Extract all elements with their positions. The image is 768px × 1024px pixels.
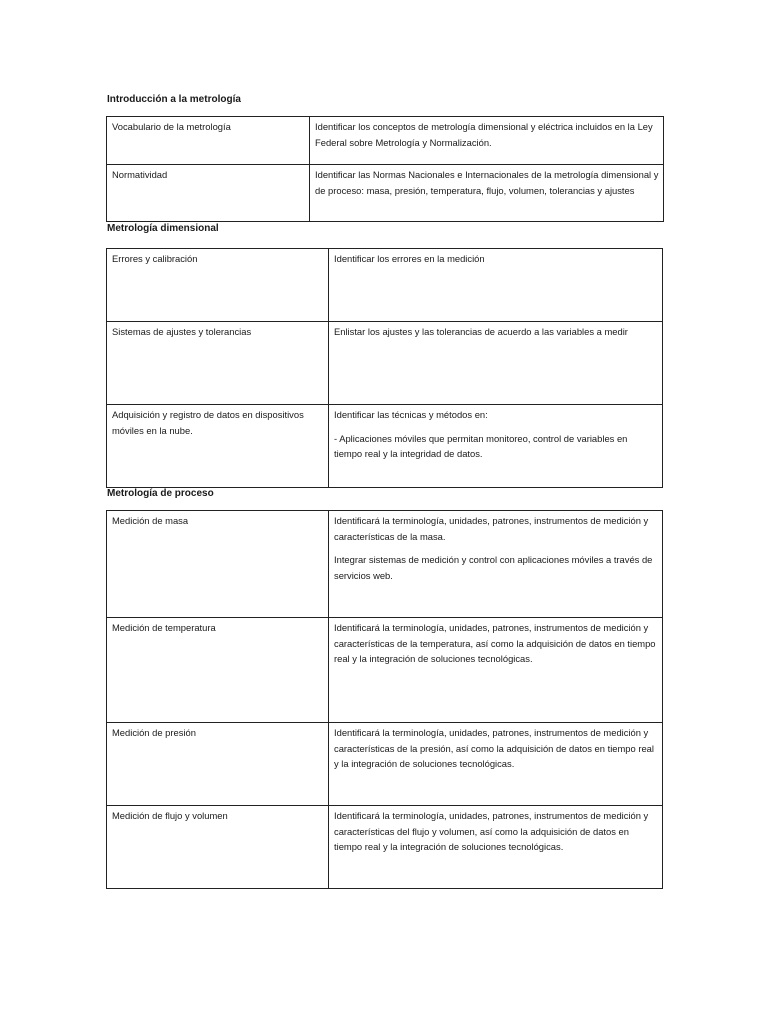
description-paragraph: Integrar sistemas de medición y control con aplicaciones móviles a través de servicios web. xyxy=(334,554,653,581)
topic-cell: Sistemas de ajustes y tolerancias xyxy=(107,322,329,405)
description-cell xyxy=(329,618,663,723)
table-row xyxy=(107,405,663,488)
section-title-introduccion: Introducción a la metrología xyxy=(107,94,241,105)
description-cell xyxy=(310,117,664,165)
description-cell xyxy=(329,249,663,322)
description-cell xyxy=(329,322,663,405)
table-row xyxy=(107,723,663,806)
description-paragraph: Enlistar los ajustes y las tolerancias de acuerdo a las variables a medir xyxy=(334,326,628,337)
section-title-proceso: Metrología de proceso xyxy=(107,488,214,499)
table-row xyxy=(107,322,663,405)
table-dimensional xyxy=(106,248,663,488)
description-paragraph: Identificará la terminología, unidades, patrones, instrumentos de medición y características del flujo y volumen, así como la adquisición de datos en tiempo real y la integración de soluciones tecnológicas. xyxy=(334,810,649,852)
description-cell xyxy=(329,723,663,806)
description-cell xyxy=(329,405,663,488)
topic-cell: Medición de flujo y volumen xyxy=(107,806,329,889)
description-paragraph: Identificará la terminología, unidades, patrones, instrumentos de medición y características de la presión, así como la adquisición de datos en tiempo real y la integración de soluciones tecnológicas. xyxy=(334,727,654,769)
topic-cell: Errores y calibración xyxy=(107,249,329,322)
section-title-dimensional: Metrología dimensional xyxy=(107,223,219,234)
table-introduccion xyxy=(106,116,664,222)
description-paragraph: - Aplicaciones móviles que permitan monitoreo, control de variables en tiempo real y la integridad de datos. xyxy=(334,432,628,459)
table-row xyxy=(107,249,663,322)
description-paragraph: Identificar los conceptos de metrología dimensional y eléctrica incluidos en la Ley Federal sobre Metrología y Normalización. xyxy=(315,121,653,148)
topic-cell: Medición de presión xyxy=(107,723,329,806)
topic-cell: Medición de temperatura xyxy=(107,618,329,723)
description-paragraph: Identificará la terminología, unidades, patrones, instrumentos de medición y características de la temperatura, así como la adquisición de datos en tiempo real y la integración de soluciones tecnológicas. xyxy=(334,622,656,664)
table-row xyxy=(107,165,664,222)
table-row xyxy=(107,618,663,723)
description-paragraph: Identificar los errores en la medición xyxy=(334,253,485,264)
topic-cell: Vocabulario de la metrología xyxy=(107,117,310,165)
topic-cell: Medición de masa xyxy=(107,511,329,618)
table-row xyxy=(107,806,663,889)
description-cell xyxy=(310,165,664,222)
topic-cell: Adquisición y registro de datos en dispositivos móviles en la nube. xyxy=(107,405,329,488)
description-paragraph: Identificar las Normas Nacionales e Internacionales de la metrología dimensional y de proceso: masa, presión, temperatura, flujo, volumen, tolerancias y ajustes xyxy=(315,169,659,196)
table-row xyxy=(107,511,663,618)
description-paragraph: Identificará la terminología, unidades, patrones, instrumentos de medición y características de la masa. xyxy=(334,515,649,542)
table-proceso xyxy=(106,510,663,889)
table-row xyxy=(107,117,664,165)
topic-cell: Normatividad xyxy=(107,165,310,222)
description-paragraph: Identificar las técnicas y métodos en: xyxy=(334,409,488,420)
description-cell xyxy=(329,511,663,618)
description-cell xyxy=(329,806,663,889)
